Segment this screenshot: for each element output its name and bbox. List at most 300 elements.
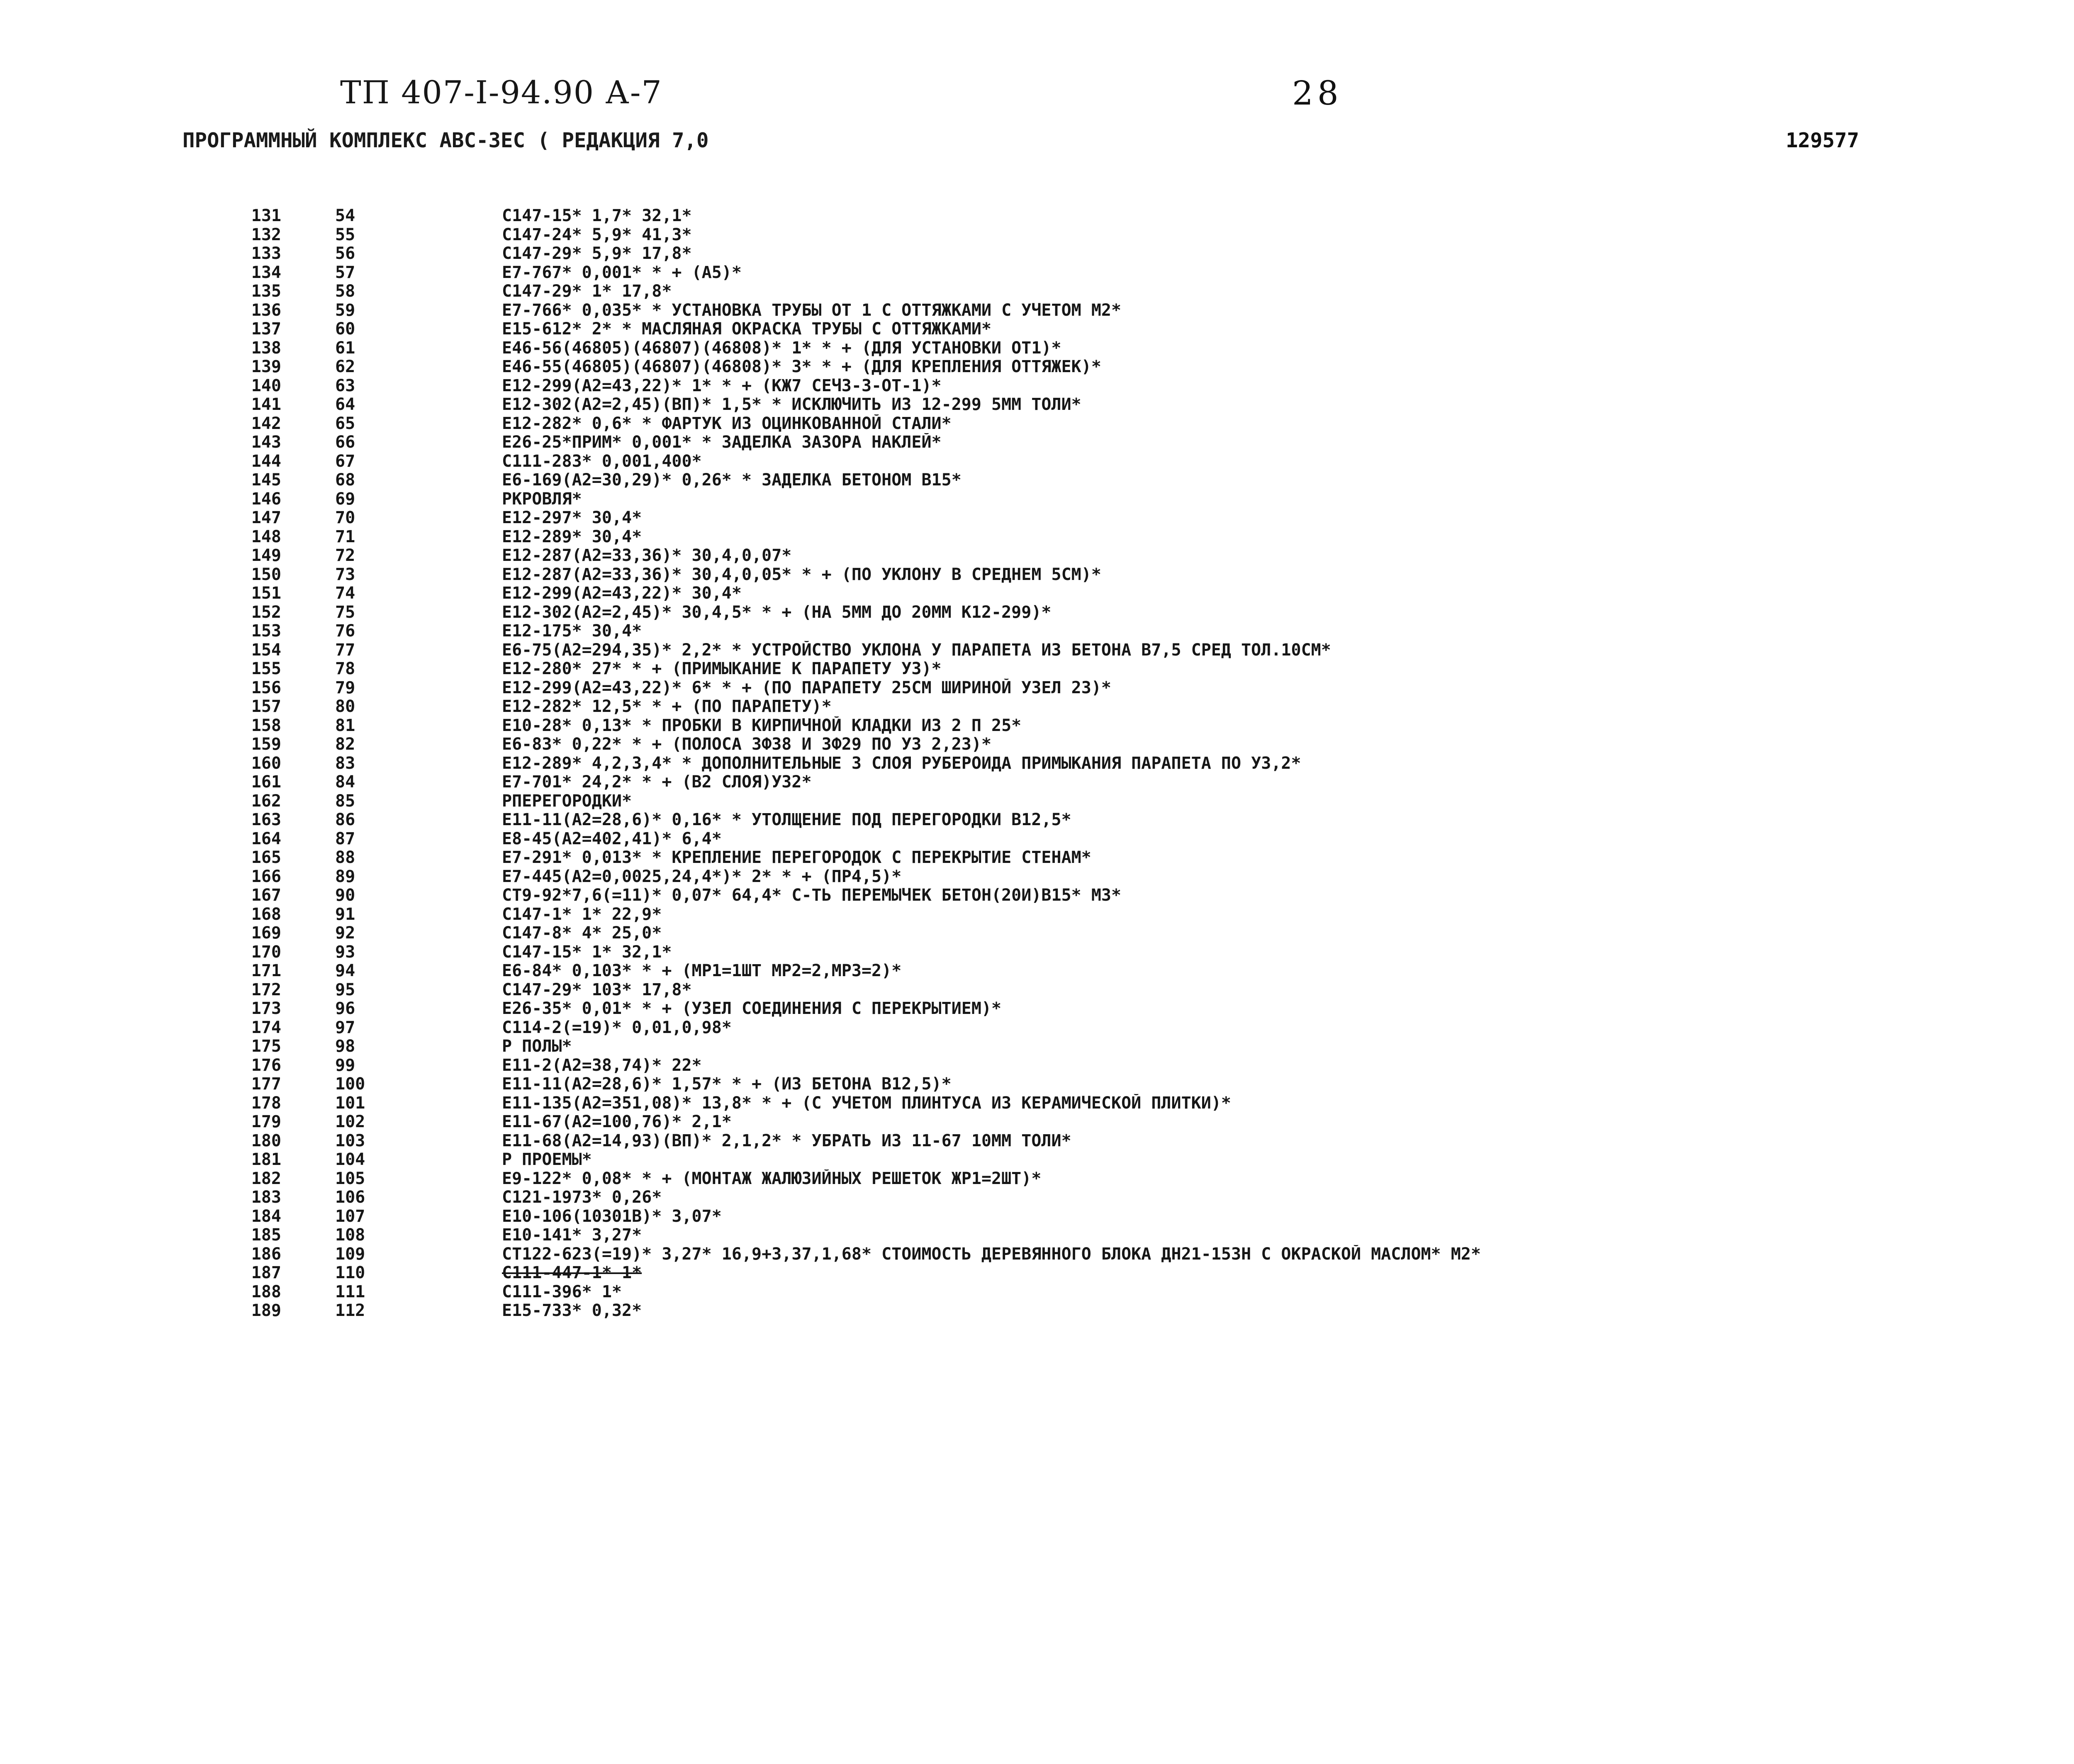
row-line-number: 153 [251, 621, 281, 641]
row-statement-text-value: Е11-2(А2=38,74)* 22* [502, 1056, 702, 1075]
row-statement-text [502, 1301, 2074, 1321]
row-statement-text-value: Е46-55(46805)(46807)(46808)* 3* * + (ДЛЯ КРЕПЛЕНИЯ ОТТЯЖЕК)* [502, 358, 1101, 376]
listing-row [0, 1018, 2074, 1038]
row-line-number: 163 [251, 810, 281, 829]
row-statement-text-value: Е7-766* 0,035* * УСТАНОВКА ТРУБЫ ОТ 1 С ОТТЯЖКАМИ С УЧЕТОМ М2* [502, 301, 1122, 320]
row-statement-number: 62 [335, 357, 355, 376]
row-statement-text [502, 207, 2074, 226]
row-line-number: 162 [251, 791, 281, 811]
row-statement-text-value: Е12-297* 30,4* [502, 509, 642, 527]
row-statement-number: 56 [335, 244, 355, 263]
listing-row [0, 943, 2074, 962]
row-line-number: 144 [251, 451, 281, 471]
row-statement-number: 76 [335, 621, 355, 641]
document-code: 129577 [1786, 129, 1860, 152]
row-statement-text [502, 943, 2074, 962]
row-statement-text [502, 377, 2074, 396]
page-number: 28 [1292, 74, 1343, 112]
listing-row [0, 528, 2074, 547]
row-statement-number: 73 [335, 565, 355, 584]
row-statement-text-value: С111-447-1* 1* [502, 1264, 642, 1282]
row-line-number: 139 [251, 357, 281, 376]
listing-row [0, 1075, 2074, 1094]
row-statement-text-value: Е26-25*ПРИМ* 0,001* * ЗАДЕЛКА ЗАЗОРА НАКЛЕЙ* [502, 433, 942, 452]
row-statement-text [502, 414, 2074, 434]
listing-row [0, 1245, 2074, 1264]
row-statement-text-value: Е10-106(10301В)* 3,07* [502, 1207, 722, 1226]
listing-row [0, 830, 2074, 849]
row-statement-text-value: Е12-282* 12,5* * + (ПО ПАРАПЕТУ)* [502, 697, 832, 716]
row-statement-number: 112 [335, 1301, 365, 1320]
row-statement-text [502, 641, 2074, 660]
row-statement-text [502, 905, 2074, 924]
row-line-number: 165 [251, 848, 281, 867]
row-statement-text [502, 546, 2074, 565]
row-statement-number: 101 [335, 1093, 365, 1113]
row-statement-number: 71 [335, 527, 355, 546]
row-statement-text-value: Е9-122* 0,08* * + (МОНТАЖ ЖАЛЮЗИЙНЫХ РЕШЕТОК ЖР1=2ШТ)* [502, 1169, 1042, 1188]
row-statement-number: 57 [335, 263, 355, 282]
row-statement-number: 72 [335, 546, 355, 565]
row-statement-text [502, 1207, 2074, 1226]
row-statement-text [502, 1283, 2074, 1302]
row-statement-text-value: СТ9-92*7,6(=11)* 0,07* 64,4* С-ТЬ ПЕРЕМЫЧЕК БЕТОН(20И)В15* М3* [502, 886, 1122, 905]
row-statement-text-value: Е26-35* 0,01* * + (УЗЕЛ СОЕДИНЕНИЯ С ПЕРЕКРЫТИЕМ)* [502, 999, 1002, 1018]
listing-row [0, 1113, 2074, 1132]
row-statement-text [502, 244, 2074, 263]
row-statement-text [502, 867, 2074, 887]
listing-row [0, 716, 2074, 736]
row-statement-number: 75 [335, 602, 355, 622]
row-line-number: 175 [251, 1037, 281, 1056]
row-statement-number: 58 [335, 282, 355, 301]
row-statement-text-value: Е7-445(А2=0,0025,24,4*)* 2* * + (ПР4,5)* [502, 867, 902, 886]
row-statement-text-value: Е7-291* 0,013* * КРЕПЛЕНИЕ ПЕРЕГОРОДОК С ПЕРЕКРЫТИЕ СТЕНАМ* [502, 848, 1091, 867]
row-statement-text [502, 1150, 2074, 1170]
listing-row [0, 452, 2074, 471]
row-statement-text-value: Е10-28* 0,13* * ПРОБКИ В КИРПИЧНОЙ КЛАДКИ ИЗ 2 П 25* [502, 716, 1022, 735]
row-line-number: 179 [251, 1112, 281, 1131]
row-statement-number: 95 [335, 980, 355, 999]
row-statement-text-value: Е11-68(А2=14,93)(ВП)* 2,1,2* * УБРАТЬ ИЗ 11-67 10ММ ТОЛИ* [502, 1131, 1071, 1150]
listing-row [0, 1132, 2074, 1151]
row-statement-number: 69 [335, 489, 355, 509]
row-statement-number: 105 [335, 1169, 365, 1188]
listing-row [0, 999, 2074, 1018]
row-line-number: 166 [251, 867, 281, 886]
row-statement-number: 106 [335, 1188, 365, 1207]
program-listing [0, 207, 2074, 1321]
row-statement-text-value: Е11-135(А2=351,08)* 13,8* * + (С УЧЕТОМ ПЛИНТУСА ИЗ КЕРАМИЧЕСКОЙ ПЛИТКИ)* [502, 1094, 1231, 1113]
row-line-number: 138 [251, 338, 281, 358]
listing-row [0, 962, 2074, 981]
row-statement-text [502, 1075, 2074, 1094]
row-line-number: 157 [251, 697, 281, 716]
row-statement-number: 92 [335, 923, 355, 943]
row-statement-number: 104 [335, 1150, 365, 1169]
row-statement-text [502, 490, 2074, 509]
program-header: ПРОГРАММНЫЙ КОМПЛЕКС АВС-3ЕС ( РЕДАКЦИЯ 7,0 [183, 129, 709, 152]
row-line-number: 156 [251, 678, 281, 697]
listing-row [0, 301, 2074, 320]
row-statement-text-value: Е15-612* 2* * МАСЛЯНАЯ ОКРАСКА ТРУБЫ С ОТТЯЖКАМИ* [502, 320, 992, 339]
row-statement-text-value: Е46-56(46805)(46807)(46808)* 1* * + (ДЛЯ УСТАНОВКИ ОТ1)* [502, 339, 1061, 358]
row-statement-number: 103 [335, 1131, 365, 1150]
listing-row [0, 509, 2074, 528]
row-statement-number: 86 [335, 810, 355, 829]
row-statement-number: 100 [335, 1074, 365, 1094]
row-line-number: 141 [251, 395, 281, 414]
row-line-number: 131 [251, 206, 281, 225]
row-statement-number: 63 [335, 376, 355, 395]
listing-row [0, 754, 2074, 773]
row-statement-text [502, 1037, 2074, 1056]
row-statement-text-value: Е12-280* 27* * + (ПРИМЫКАНИЕ К ПАРАПЕТУ У3)* [502, 660, 942, 678]
row-statement-text-value: Е12-289* 4,2,3,4* * ДОПОЛНИТЕЛЬНЫЕ 3 СЛОЯ РУБЕРОИДА ПРИМЫКАНИЯ ПАРАПЕТА ПО У3,2* [502, 754, 1301, 773]
row-statement-text [502, 1170, 2074, 1189]
row-statement-text [502, 830, 2074, 849]
listing-row [0, 546, 2074, 565]
row-statement-text [502, 735, 2074, 754]
listing-row [0, 735, 2074, 754]
row-statement-text-value: Р ПОЛЫ* [502, 1037, 572, 1056]
row-line-number: 189 [251, 1301, 281, 1320]
document-stamp: ТП 407-І-94.90 А-7 [340, 74, 662, 111]
listing-row [0, 358, 2074, 377]
row-line-number: 137 [251, 319, 281, 339]
listing-row [0, 905, 2074, 924]
listing-row [0, 603, 2074, 622]
row-line-number: 150 [251, 565, 281, 584]
row-line-number: 161 [251, 772, 281, 792]
row-line-number: 133 [251, 244, 281, 263]
row-statement-number: 96 [335, 999, 355, 1018]
row-statement-text-value: С147-24* 5,9* 41,3* [502, 225, 692, 244]
row-statement-text [502, 1113, 2074, 1132]
row-statement-text-value: РКРОВЛЯ* [502, 490, 582, 509]
row-statement-text-value: Е12-302(А2=2,45)* 30,4,5* * + (НА 5ММ ДО 20ММ К12-299)* [502, 603, 1052, 622]
listing-row [0, 622, 2074, 641]
row-line-number: 176 [251, 1055, 281, 1075]
row-statement-text [502, 1188, 2074, 1207]
row-statement-number: 74 [335, 584, 355, 603]
row-statement-text-value: Е11-67(А2=100,76)* 2,1* [502, 1113, 732, 1131]
listing-row [0, 1188, 2074, 1207]
row-statement-number: 70 [335, 508, 355, 527]
row-statement-text-value: Е7-767* 0,001* * + (А5)* [502, 263, 742, 282]
row-line-number: 164 [251, 829, 281, 848]
row-statement-text [502, 584, 2074, 603]
row-line-number: 184 [251, 1206, 281, 1226]
row-line-number: 143 [251, 433, 281, 452]
row-statement-number: 91 [335, 904, 355, 924]
row-statement-text [502, 358, 2074, 377]
row-statement-text [502, 679, 2074, 698]
row-statement-number: 81 [335, 716, 355, 735]
row-line-number: 154 [251, 640, 281, 660]
row-line-number: 134 [251, 263, 281, 282]
listing-row [0, 867, 2074, 887]
row-statement-text-value: Е12-175* 30,4* [502, 622, 642, 641]
row-line-number: 155 [251, 659, 281, 678]
row-line-number: 132 [251, 225, 281, 244]
row-statement-text [502, 999, 2074, 1018]
row-statement-number: 87 [335, 829, 355, 848]
row-line-number: 145 [251, 470, 281, 490]
row-statement-text [502, 848, 2074, 867]
row-statement-number: 85 [335, 791, 355, 811]
row-statement-number: 102 [335, 1112, 365, 1131]
row-statement-text [502, 1056, 2074, 1075]
listing-row [0, 1264, 2074, 1283]
row-statement-text-value: С147-8* 4* 25,0* [502, 924, 662, 943]
listing-row [0, 697, 2074, 716]
row-statement-text [502, 1245, 2074, 1264]
row-statement-text [502, 395, 2074, 414]
listing-row [0, 263, 2074, 283]
listing-row [0, 1226, 2074, 1245]
listing-row [0, 1094, 2074, 1113]
row-statement-text-value: Р ПРОЕМЫ* [502, 1150, 592, 1169]
listing-row [0, 226, 2074, 245]
row-line-number: 149 [251, 546, 281, 565]
row-statement-text [502, 565, 2074, 585]
row-line-number: 169 [251, 923, 281, 943]
row-line-number: 167 [251, 886, 281, 905]
row-statement-number: 55 [335, 225, 355, 244]
row-line-number: 174 [251, 1018, 281, 1037]
row-statement-text [502, 528, 2074, 547]
row-line-number: 140 [251, 376, 281, 395]
row-line-number: 148 [251, 527, 281, 546]
row-statement-number: 65 [335, 414, 355, 433]
row-statement-number: 77 [335, 640, 355, 660]
row-statement-text-value: Е6-169(А2=30,29)* 0,26* * ЗАДЕЛКА БЕТОНОМ В15* [502, 471, 962, 490]
listing-row [0, 244, 2074, 263]
row-statement-text [502, 811, 2074, 830]
row-statement-text-value: Е12-302(А2=2,45)(ВП)* 1,5* * ИСКЛЮЧИТЬ ИЗ 12-299 5ММ ТОЛИ* [502, 395, 1081, 414]
row-statement-text [502, 697, 2074, 716]
row-statement-text-value: Е10-141* 3,27* [502, 1226, 642, 1245]
row-statement-text-value: Е12-299(А2=43,22)* 6* * + (ПО ПАРАПЕТУ 25СМ ШИРИНОЙ УЗЕЛ 23)* [502, 678, 1112, 697]
row-statement-number: 82 [335, 735, 355, 754]
row-statement-number: 94 [335, 961, 355, 980]
row-line-number: 160 [251, 753, 281, 773]
row-line-number: 173 [251, 999, 281, 1018]
listing-row [0, 414, 2074, 434]
row-statement-text [502, 1226, 2074, 1245]
row-statement-text [502, 792, 2074, 811]
row-statement-text-value: С121-1973* 0,26* [502, 1188, 662, 1207]
row-statement-text [502, 716, 2074, 736]
listing-row [0, 1207, 2074, 1226]
listing-row [0, 339, 2074, 358]
row-statement-text-value: СТ122-623(=19)* 3,27* 16,9+3,37,1,68* СТОИМОСТЬ ДЕРЕВЯННОГО БЛОКА ДН21-153Н С ОКРАСКОЙ МАСЛОМ* М2* [502, 1245, 1481, 1264]
row-line-number: 146 [251, 489, 281, 509]
row-statement-text [502, 282, 2074, 301]
row-statement-number: 54 [335, 206, 355, 225]
row-statement-text [502, 471, 2074, 490]
row-statement-number: 110 [335, 1263, 365, 1282]
listing-row [0, 641, 2074, 660]
row-statement-number: 68 [335, 470, 355, 490]
row-line-number: 182 [251, 1169, 281, 1188]
listing-row [0, 924, 2074, 943]
row-statement-text [502, 1264, 2074, 1283]
row-statement-text-value: С147-15* 1,7* 32,1* [502, 207, 692, 225]
row-statement-text [502, 603, 2074, 622]
listing-row [0, 1301, 2074, 1321]
row-statement-text-value: Е8-45(А2=402,41)* 6,4* [502, 829, 722, 848]
row-line-number: 185 [251, 1226, 281, 1245]
row-statement-text [502, 754, 2074, 773]
row-statement-text-value: РПЕРЕГОРОДКИ* [502, 792, 632, 811]
listing-row [0, 1170, 2074, 1189]
row-statement-text [502, 1094, 2074, 1113]
row-statement-number: 108 [335, 1226, 365, 1245]
row-statement-text-value: Е11-11(А2=28,6)* 0,16* * УТОЛЩЕНИЕ ПОД ПЕРЕГОРОДКИ В12,5* [502, 811, 1071, 829]
row-line-number: 142 [251, 414, 281, 433]
row-statement-number: 88 [335, 848, 355, 867]
listing-row [0, 565, 2074, 585]
listing-row [0, 395, 2074, 414]
row-line-number: 151 [251, 584, 281, 603]
row-statement-text [502, 339, 2074, 358]
row-line-number: 135 [251, 282, 281, 301]
row-statement-number: 107 [335, 1206, 365, 1226]
row-statement-text-value: Е12-287(А2=33,36)* 30,4,0,07* [502, 546, 792, 565]
row-statement-text-value: Е6-75(А2=294,35)* 2,2* * УСТРОЙСТВО УКЛОНА У ПАРАПЕТА ИЗ БЕТОНА В7,5 СРЕД ТОЛ.10СМ* [502, 641, 1331, 660]
row-statement-text [502, 773, 2074, 792]
row-statement-number: 90 [335, 886, 355, 905]
row-statement-text-value: С147-29* 5,9* 17,8* [502, 244, 692, 263]
row-statement-text [502, 981, 2074, 1000]
row-statement-text [502, 263, 2074, 283]
listing-row [0, 1150, 2074, 1170]
row-statement-number: 97 [335, 1018, 355, 1037]
row-statement-text-value: Е12-282* 0,6* * ФАРТУК ИЗ ОЦИНКОВАННОЙ СТАЛИ* [502, 414, 952, 433]
listing-row [0, 207, 2074, 226]
row-statement-text-value: С111-283* 0,001,400* [502, 452, 702, 471]
row-line-number: 186 [251, 1244, 281, 1264]
row-line-number: 178 [251, 1093, 281, 1113]
listing-row [0, 1056, 2074, 1075]
row-line-number: 152 [251, 602, 281, 622]
row-statement-number: 80 [335, 697, 355, 716]
row-statement-text-value: Е12-299(А2=43,22)* 30,4* [502, 584, 742, 603]
listing-row [0, 377, 2074, 396]
row-statement-number: 93 [335, 942, 355, 962]
row-statement-text [502, 433, 2074, 452]
row-statement-text-value: Е11-11(А2=28,6)* 1,57* * + (ИЗ БЕТОНА В12,5)* [502, 1075, 952, 1094]
listing-row [0, 679, 2074, 698]
listing-row [0, 792, 2074, 811]
row-line-number: 136 [251, 300, 281, 320]
listing-row [0, 886, 2074, 905]
row-line-number: 168 [251, 904, 281, 924]
row-line-number: 180 [251, 1131, 281, 1150]
row-statement-number: 98 [335, 1037, 355, 1056]
row-statement-text [502, 452, 2074, 471]
listing-row [0, 282, 2074, 301]
row-statement-number: 79 [335, 678, 355, 697]
row-statement-number: 66 [335, 433, 355, 452]
row-line-number: 159 [251, 735, 281, 754]
row-statement-text [502, 1018, 2074, 1038]
row-line-number: 171 [251, 961, 281, 980]
row-statement-number: 67 [335, 451, 355, 471]
row-line-number: 172 [251, 980, 281, 999]
listing-row [0, 1283, 2074, 1302]
row-line-number: 188 [251, 1282, 281, 1301]
row-statement-text [502, 924, 2074, 943]
listing-row [0, 1037, 2074, 1056]
row-statement-text [502, 320, 2074, 339]
listing-row [0, 490, 2074, 509]
row-statement-text-value: Е15-733* 0,32* [502, 1301, 642, 1320]
row-statement-number: 78 [335, 659, 355, 678]
row-statement-number: 111 [335, 1282, 365, 1301]
row-statement-number: 61 [335, 338, 355, 358]
row-line-number: 181 [251, 1150, 281, 1169]
listing-row [0, 471, 2074, 490]
row-statement-text-value: Е12-287(А2=33,36)* 30,4,0,05* * + (ПО УКЛОНУ В СРЕДНЕМ 5СМ)* [502, 565, 1101, 584]
row-statement-text-value: Е6-83* 0,22* * + (ПОЛОСА 3Ф38 И 3Ф29 ПО У3 2,23)* [502, 735, 992, 754]
row-line-number: 158 [251, 716, 281, 735]
row-statement-text-value: С147-29* 103* 17,8* [502, 980, 692, 999]
row-statement-number: 109 [335, 1244, 365, 1264]
listing-row [0, 811, 2074, 830]
row-line-number: 170 [251, 942, 281, 962]
row-statement-text-value: С111-396* 1* [502, 1282, 622, 1301]
row-line-number: 147 [251, 508, 281, 527]
listing-row [0, 584, 2074, 603]
listing-row [0, 660, 2074, 679]
row-statement-number: 99 [335, 1055, 355, 1075]
row-statement-text-value: Е12-289* 30,4* [502, 527, 642, 546]
row-line-number: 183 [251, 1188, 281, 1207]
row-statement-number: 59 [335, 300, 355, 320]
row-statement-text-value: С147-1* 1* 22,9* [502, 905, 662, 924]
row-statement-number: 83 [335, 753, 355, 773]
row-statement-text [502, 886, 2074, 905]
row-statement-text-value: Е7-701* 24,2* * + (В2 СЛОЯ)У32* [502, 773, 812, 792]
row-statement-text-value: Е6-84* 0,103* * + (МР1=1ШТ МР2=2,МР3=2)* [502, 962, 902, 980]
row-statement-text-value: Е12-299(А2=43,22)* 1* * + (КЖ7 СЕЧ3-3-ОТ-1)* [502, 376, 942, 395]
listing-row [0, 773, 2074, 792]
row-statement-text-value: С114-2(=19)* 0,01,0,98* [502, 1018, 732, 1037]
row-statement-text [502, 622, 2074, 641]
row-line-number: 177 [251, 1074, 281, 1094]
listing-row [0, 848, 2074, 867]
row-statement-number: 64 [335, 395, 355, 414]
row-statement-number: 89 [335, 867, 355, 886]
row-statement-text [502, 962, 2074, 981]
row-statement-text-value: С147-29* 1* 17,8* [502, 282, 672, 301]
row-statement-text-value: С147-15* 1* 32,1* [502, 943, 672, 962]
listing-row [0, 320, 2074, 339]
listing-row [0, 433, 2074, 452]
row-statement-number: 84 [335, 772, 355, 792]
listing-row [0, 981, 2074, 1000]
row-statement-text [502, 660, 2074, 679]
row-statement-number: 60 [335, 319, 355, 339]
row-statement-text [502, 509, 2074, 528]
row-statement-text [502, 301, 2074, 320]
row-statement-text [502, 1132, 2074, 1151]
row-line-number: 187 [251, 1263, 281, 1282]
row-statement-text [502, 226, 2074, 245]
